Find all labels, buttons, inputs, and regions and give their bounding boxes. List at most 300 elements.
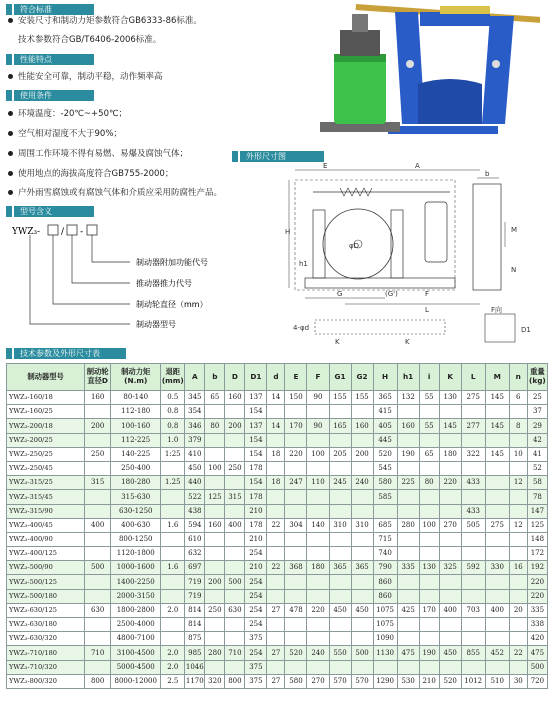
label-function: 制动器附加功能代号 — [136, 258, 208, 267]
table-cell: 400 — [225, 518, 245, 532]
table-cell: 2.0 — [161, 603, 185, 617]
table-cell: 1800-2800 — [111, 603, 161, 617]
table-cell: 172 — [527, 547, 547, 561]
table-cell — [397, 632, 419, 646]
table-cell: 154 — [245, 405, 267, 419]
table-cell: 580 — [285, 674, 307, 688]
table-cell — [161, 632, 185, 646]
table-cell — [161, 532, 185, 546]
label-Gp: (G') — [385, 290, 398, 298]
table-cell: YWZ₃-315/25 — [7, 476, 85, 490]
column-header: G2 — [351, 364, 373, 391]
table-cell: 697 — [185, 561, 205, 575]
table-cell: 160 — [351, 419, 373, 433]
table-cell: YWZ₃-630/125 — [7, 603, 85, 617]
table-cell: 8000-12000 — [111, 674, 161, 688]
table-cell: 415 — [373, 405, 397, 419]
table-cell — [85, 433, 111, 447]
table-cell — [205, 476, 225, 490]
label-G: G — [337, 290, 343, 298]
table-cell — [461, 618, 485, 632]
table-cell: 440 — [185, 476, 205, 490]
table-cell: 325 — [439, 561, 461, 575]
table-cell: YWZ₃-200/25 — [7, 433, 85, 447]
table-cell — [485, 575, 509, 589]
table-cell: 1:25 — [161, 447, 185, 461]
table-cell — [509, 589, 527, 603]
table-cell — [85, 575, 111, 589]
spring — [440, 6, 490, 14]
table-cell: 478 — [285, 603, 307, 617]
table-cell — [85, 490, 111, 504]
table-cell — [267, 660, 285, 674]
table-cell — [205, 618, 225, 632]
model-code-diagram — [12, 220, 282, 340]
table-cell — [205, 447, 225, 461]
table-cell: 20 — [509, 603, 527, 617]
table-cell: 365 — [351, 561, 373, 575]
table-cell — [225, 547, 245, 561]
table-cell: 12 — [509, 476, 527, 490]
column-header: D1 — [245, 364, 267, 391]
table-cell: 220 — [527, 589, 547, 603]
table-cell: 475 — [527, 646, 547, 660]
table-row — [7, 532, 548, 546]
table-cell: 132 — [397, 391, 419, 405]
section-table-bar — [6, 347, 126, 360]
table-row — [7, 589, 548, 603]
table-cell: 530 — [397, 674, 419, 688]
table-cell: 2.0 — [161, 646, 185, 660]
table-cell: 3100-4500 — [111, 646, 161, 660]
table-cell: 145 — [485, 391, 509, 405]
side-view — [473, 184, 501, 290]
table-cell: 330 — [485, 561, 509, 575]
table-cell: 500 — [527, 660, 547, 674]
table-cell: 280 — [205, 646, 225, 660]
table-cell: 130 — [419, 561, 439, 575]
table-cell: 250 — [85, 447, 111, 461]
table-cell — [85, 547, 111, 561]
table-cell: 740 — [373, 547, 397, 561]
table-cell: 1290 — [373, 674, 397, 688]
text-line: 安装尺寸和制动力矩参数符合GB6333-86标准。 — [18, 16, 202, 26]
bullet-icon — [8, 131, 13, 136]
table-cell: 145 — [439, 419, 461, 433]
section-title: 使用条件 — [14, 90, 94, 101]
table-cell — [85, 532, 111, 546]
table-cell — [267, 405, 285, 419]
table-cell: 855 — [461, 646, 485, 660]
table-cell: 1000-1600 — [111, 561, 161, 575]
label-b: b — [485, 170, 490, 178]
table-cell: 500 — [351, 646, 373, 660]
table-cell: 165 — [329, 419, 351, 433]
table-cell: 254 — [245, 618, 267, 632]
table-cell — [205, 660, 225, 674]
table-cell — [267, 575, 285, 589]
section-title: 外形尺寸图 — [240, 151, 324, 162]
table-cell: 80 — [205, 419, 225, 433]
table-cell — [509, 405, 527, 419]
table-cell: 0.8 — [161, 405, 185, 419]
table-cell: 335 — [527, 603, 547, 617]
table-cell — [225, 405, 245, 419]
column-header: G1 — [329, 364, 351, 391]
table-cell — [85, 461, 111, 475]
table-cell: 452 — [485, 646, 509, 660]
table-cell: 860 — [373, 589, 397, 603]
table-cell: 210 — [245, 504, 267, 518]
text-line: 空气相对湿度不大于90%； — [18, 129, 122, 139]
table-cell: 570 — [351, 674, 373, 688]
table-cell — [307, 575, 329, 589]
table-cell — [307, 532, 329, 546]
section-features-bar — [6, 53, 94, 66]
table-cell — [307, 405, 329, 419]
table-cell — [351, 589, 373, 603]
table-cell — [85, 632, 111, 646]
table-cell: 22 — [267, 561, 285, 575]
table-cell: 703 — [461, 603, 485, 617]
table-cell: YWZ₃-500/180 — [7, 589, 85, 603]
thruster-motor — [340, 30, 380, 56]
table-cell: 2.0 — [161, 660, 185, 674]
table-cell — [397, 532, 419, 546]
table-cell — [485, 405, 509, 419]
section-model-bar — [6, 205, 94, 218]
table-cell — [225, 632, 245, 646]
table-cell — [205, 433, 225, 447]
table-cell — [307, 632, 329, 646]
table-cell — [225, 561, 245, 575]
table-cell — [267, 589, 285, 603]
section-conditions-bar — [6, 89, 94, 102]
label-D1: D1 — [521, 326, 531, 334]
table-cell — [461, 490, 485, 504]
table-cell: 80 — [419, 476, 439, 490]
table-cell: 178 — [245, 461, 267, 475]
table-cell — [85, 660, 111, 674]
table-cell: 433 — [461, 476, 485, 490]
text-line: 户外雨雪腐蚀或有腐蚀气体和介质应采用防腐性产品。 — [18, 188, 223, 198]
table-cell — [285, 433, 307, 447]
table-cell — [351, 547, 373, 561]
table-row — [7, 632, 548, 646]
text-line: 性能安全可靠，制动平稳，动作频率高 — [18, 72, 163, 82]
table-cell — [419, 547, 439, 561]
table-cell — [461, 632, 485, 646]
table-cell: 180 — [439, 447, 461, 461]
table-cell: 985 — [185, 646, 205, 660]
table-cell: 800-1250 — [111, 532, 161, 546]
table-cell: 180-280 — [111, 476, 161, 490]
table-cell: 345 — [185, 391, 205, 405]
table-cell — [205, 589, 225, 603]
table-cell — [351, 575, 373, 589]
table-cell: 410 — [185, 447, 205, 461]
table-cell: 150 — [285, 391, 307, 405]
table-cell: 315 — [85, 476, 111, 490]
table-cell: YWZ₃-315/90 — [7, 504, 85, 518]
table-cell: 110 — [307, 476, 329, 490]
table-cell — [419, 632, 439, 646]
table-cell — [85, 589, 111, 603]
table-cell: 580 — [373, 476, 397, 490]
table-cell: 137 — [245, 419, 267, 433]
table-cell: 275 — [485, 518, 509, 532]
table-cell: 1075 — [373, 603, 397, 617]
table-cell: 125 — [527, 518, 547, 532]
table-cell: 814 — [185, 618, 205, 632]
table-cell: 160 — [397, 419, 419, 433]
table-cell: 710 — [225, 646, 245, 660]
table-cell: 630-1250 — [111, 504, 161, 518]
column-header: n — [509, 364, 527, 391]
table-row — [7, 391, 548, 405]
table-cell: 90 — [307, 419, 329, 433]
table-cell — [161, 575, 185, 589]
table-row — [7, 490, 548, 504]
table-cell — [329, 575, 351, 589]
table-cell — [485, 632, 509, 646]
table-cell — [461, 547, 485, 561]
table-cell — [419, 532, 439, 546]
table-cell: 180 — [307, 561, 329, 575]
table-cell: 250-400 — [111, 461, 161, 475]
table-cell — [439, 589, 461, 603]
table-cell — [439, 461, 461, 475]
label-diameter: 制动轮直径（mm） — [136, 300, 208, 309]
table-cell — [225, 476, 245, 490]
label-K2: K — [405, 338, 410, 346]
table-cell: 145 — [485, 419, 509, 433]
table-cell — [225, 504, 245, 518]
table-cell: 250 — [225, 461, 245, 475]
table-cell: 100-160 — [111, 419, 161, 433]
table-cell — [439, 660, 461, 674]
table-cell: YWZ₃-710/320 — [7, 660, 85, 674]
table-cell: 315 — [225, 490, 245, 504]
table-cell: 510 — [485, 674, 509, 688]
table-cell: 210 — [419, 674, 439, 688]
table-cell — [285, 547, 307, 561]
table-cell: 270 — [307, 674, 329, 688]
table-cell: 400 — [85, 518, 111, 532]
table-cell: 379 — [185, 433, 205, 447]
table-cell — [307, 461, 329, 475]
column-header: L — [461, 364, 485, 391]
table-cell: 170 — [419, 603, 439, 617]
table-cell: 112-180 — [111, 405, 161, 419]
table-cell: 368 — [285, 561, 307, 575]
table-cell — [351, 504, 373, 518]
table-cell: 0.5 — [161, 391, 185, 405]
table-cell: 80-140 — [111, 391, 161, 405]
table-cell — [329, 504, 351, 518]
table-cell — [307, 618, 329, 632]
table-cell — [85, 405, 111, 419]
table-cell: 610 — [185, 532, 205, 546]
table-cell: 190 — [419, 646, 439, 660]
table-cell: 1.25 — [161, 476, 185, 490]
table-cell: 18 — [267, 447, 285, 461]
table-cell — [373, 660, 397, 674]
table-cell: 190 — [397, 447, 419, 461]
table-cell: 160 — [205, 518, 225, 532]
table-cell — [267, 504, 285, 518]
table-cell: 147 — [527, 504, 547, 518]
table-cell — [485, 476, 509, 490]
table-cell: 220 — [527, 575, 547, 589]
table-cell — [267, 461, 285, 475]
table-cell: 154 — [245, 433, 267, 447]
table-cell — [205, 632, 225, 646]
table-cell: 90 — [307, 391, 329, 405]
table-row — [7, 405, 548, 419]
table-cell: 814 — [185, 603, 205, 617]
table-cell: 450 — [351, 603, 373, 617]
table-cell: 860 — [373, 575, 397, 589]
table-cell: 220 — [285, 447, 307, 461]
table-cell: 304 — [285, 518, 307, 532]
table-cell — [509, 532, 527, 546]
table-cell: 14 — [267, 419, 285, 433]
table-cell: 254 — [245, 575, 267, 589]
leader-line — [92, 235, 130, 262]
table-cell — [267, 632, 285, 646]
table-cell: 154 — [245, 447, 267, 461]
table-cell: 710 — [85, 646, 111, 660]
table-cell: 155 — [329, 391, 351, 405]
table-cell — [351, 660, 373, 674]
table-header-row — [7, 364, 548, 391]
label-h1: h1 — [299, 260, 308, 268]
table-cell — [485, 490, 509, 504]
model-slash: / — [61, 227, 65, 237]
table-cell: 178 — [245, 490, 267, 504]
table-cell: 719 — [185, 575, 205, 589]
table-cell: 10 — [509, 447, 527, 461]
f-view — [485, 314, 515, 342]
table-cell: 2000-3150 — [111, 589, 161, 603]
table-cell: 375 — [245, 674, 267, 688]
table-row — [7, 660, 548, 674]
text-line: 技术参数符合GB/T6406-2006标准。 — [18, 35, 162, 45]
table-cell: 200 — [205, 575, 225, 589]
thruster-body — [334, 54, 386, 124]
table-cell: 220 — [307, 603, 329, 617]
table-cell: 160 — [85, 391, 111, 405]
table-cell — [509, 618, 527, 632]
table-cell: 192 — [527, 561, 547, 575]
label-K: K — [335, 338, 340, 346]
table-cell: 1120-1800 — [111, 547, 161, 561]
table-cell: 145 — [485, 447, 509, 461]
table-cell: 137 — [245, 391, 267, 405]
bullet-icon — [8, 171, 13, 176]
section-title: 性能特点 — [14, 54, 94, 65]
table-cell: 254 — [245, 589, 267, 603]
table-cell: 58 — [527, 476, 547, 490]
table-cell: 140-225 — [111, 447, 161, 461]
table-cell: 310 — [329, 518, 351, 532]
table-cell: 1.6 — [161, 518, 185, 532]
table-cell: 29 — [527, 419, 547, 433]
table-cell: 570 — [329, 674, 351, 688]
table-cell — [285, 632, 307, 646]
table-cell — [485, 618, 509, 632]
table-cell: 210 — [245, 561, 267, 575]
table-cell: YWZ₃-500/125 — [7, 575, 85, 589]
table-cell: 550 — [329, 646, 351, 660]
column-header: D — [225, 364, 245, 391]
column-header: E — [285, 364, 307, 391]
table-cell — [351, 433, 373, 447]
bottom-view — [315, 320, 445, 334]
table-cell: 365 — [329, 561, 351, 575]
table-cell — [509, 504, 527, 518]
table-cell — [267, 532, 285, 546]
column-header: h1 — [397, 364, 419, 391]
table-cell — [285, 618, 307, 632]
table-cell: 245 — [329, 476, 351, 490]
table-cell: 346 — [185, 419, 205, 433]
table-cell: 170 — [285, 419, 307, 433]
table-cell — [329, 461, 351, 475]
table-cell: 225 — [397, 476, 419, 490]
table-cell — [397, 504, 419, 518]
table-cell — [509, 433, 527, 447]
table-row — [7, 575, 548, 589]
table-row — [7, 447, 548, 461]
table-cell: 500 — [85, 561, 111, 575]
table-cell: 420 — [527, 632, 547, 646]
table-cell — [351, 532, 373, 546]
table-cell: 148 — [527, 532, 547, 546]
brake-shoe — [418, 79, 482, 124]
table-cell: 790 — [373, 561, 397, 575]
table-cell — [351, 490, 373, 504]
table-cell — [419, 575, 439, 589]
table-cell — [397, 433, 419, 447]
table-cell: 685 — [373, 518, 397, 532]
table-cell: 37 — [527, 405, 547, 419]
table-cell: 100 — [419, 518, 439, 532]
table-cell — [419, 589, 439, 603]
bullet-icon — [8, 111, 13, 116]
table-cell — [285, 405, 307, 419]
table-cell — [439, 632, 461, 646]
table-cell — [285, 532, 307, 546]
table-cell — [267, 433, 285, 447]
code-box-thrust — [67, 225, 77, 235]
section-title: 符合标准 — [14, 4, 94, 15]
column-header: 重量(kg) — [527, 364, 547, 391]
table-cell: 354 — [185, 405, 205, 419]
table-cell: 160 — [225, 391, 245, 405]
table-cell: 270 — [439, 518, 461, 532]
table-cell: 630 — [85, 603, 111, 617]
table-cell — [85, 504, 111, 518]
column-header: 制动轮直径D — [85, 364, 111, 391]
table-cell: 12 — [509, 518, 527, 532]
table-cell: 205 — [329, 447, 351, 461]
table-cell — [205, 405, 225, 419]
bullet-icon — [8, 18, 13, 23]
table-cell — [307, 433, 329, 447]
table-cell — [329, 660, 351, 674]
